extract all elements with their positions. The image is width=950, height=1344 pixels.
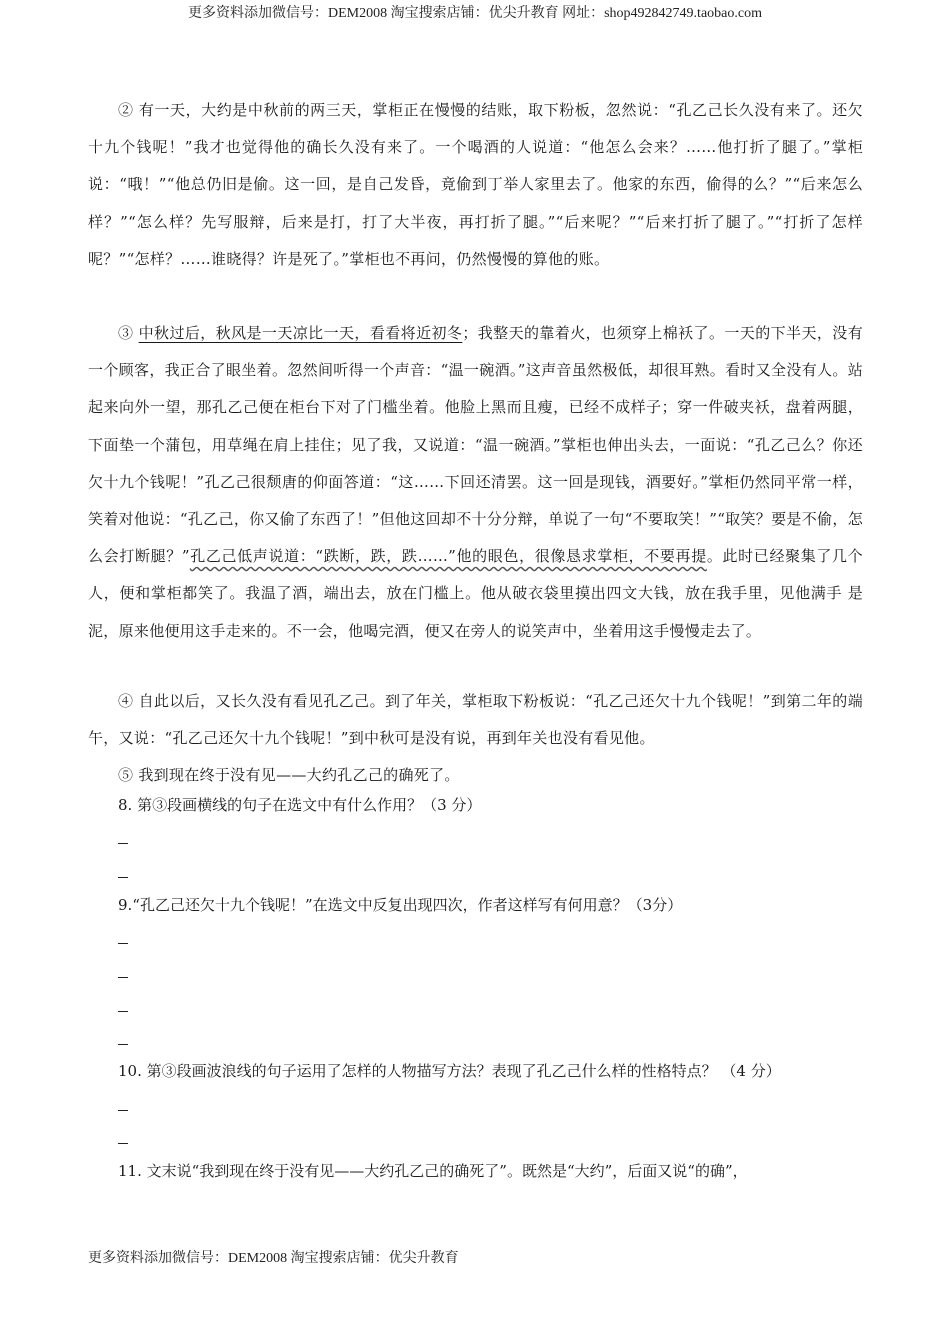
- paragraph-3-text-b: 。此时已经聚集了几个人，便和掌柜都笑了。我温了酒，端出去，放在门槛上。他从破衣袋里摸出四文大钱，放在我手里，见他满手 是泥，原来他便用这手走来的。不一会，他喝完酒，便又在旁人的说笑声中，坐着用这手慢慢走去了。: [88, 547, 863, 640]
- paragraph-3-number: ③: [118, 324, 139, 342]
- answer-line[interactable]: [118, 843, 128, 844]
- wavy-underlined-sentence: 孔乙己低声说道：“跌断，跌，跌……”他的眼色，很像恳求掌柜，不要再提: [189, 547, 707, 566]
- question-10: 10. 第③段画波浪线的句子运用了怎样的人物描写方法？表现了孔乙己什么样的性格特点？ （4 分）: [118, 1062, 781, 1080]
- answer-line[interactable]: [118, 1044, 128, 1045]
- paragraph-5: ⑤ 我到现在终于没有见——大约孔乙己的确死了。: [118, 766, 460, 784]
- answer-line[interactable]: [118, 1143, 128, 1144]
- answer-line[interactable]: [118, 943, 128, 944]
- paragraph-3-text-a: ；我整天的靠着火，也须穿上棉袄了。一天的下半天，没有一个顾客，我正合了眼坐着。忽然间听得一个声音：“温一碗酒。”这声音虽然极低，却很耳熟。看时又全没有人。站起来向外一望，那孔乙己便在柜台下对了门槛坐着。他脸上黑而且瘦，已经不成样子；穿一件破夹袄，盘着两腿，下面垫一个蒲包，用草绳在肩上挂住；见了我，又说道：“温一碗酒。”掌柜也伸出头去，一面说：“孔乙己么？你还欠十九个钱呢！”孔乙己很颓唐的仰面答道：“这……下回还清罢。这一回是现钱，酒要好。”掌柜仍然同平常一样，笑着对他说：“孔乙己，你又偷了东西了！”但他这回却不十分分辩，单说了一句“不要取笑！”“取笑？要是不偷，怎么会打断腿？”: [88, 324, 863, 566]
- answer-line[interactable]: [118, 1110, 128, 1111]
- question-11: 11. 文末说“我到现在终于没有见——大约孔乙己的确死了”。既然是“大约”，后面又说“的确”，: [118, 1162, 748, 1180]
- paragraph-4: ④ 自此以后，又长久没有看见孔乙己。到了年关，掌柜取下粉板说：“孔乙己还欠十九个钱呢！”到第二年的端午，又说：“孔乙己还欠十九个钱呢！”到中秋可是没有说，再到年关也没有看见他。: [88, 692, 863, 748]
- paragraph-2: ② 有一天，大约是中秋前的两三天，掌柜正在慢慢的结账，取下粉板，忽然说：“孔乙己长久没有来了。还欠十九个钱呢！”我才也觉得他的确长久没有来了。一个喝酒的人说道：“他怎么会来？……他打折了腿了。”掌柜说：“哦！”“他总仍旧是偷。这一回，是自己发昏，竟偷到丁举人家里去了。他家的东西，偷得的么？”“后来怎么样？”“怎么样？先写服辩，后来是打，打了大半夜，再打折了腿。”“后来呢？”“后来打折了腿了。”“打折了怎样呢？”“怎样？……谁晓得？许是死了。”掌柜也不再问，仍然慢慢的算他的账。: [88, 101, 863, 268]
- question-9: 9.“孔乙己还欠十九个钱呢！”在选文中反复出现四次，作者这样写有何用意？（3分）: [118, 896, 683, 914]
- page-header: 更多资料添加微信号：DEM2008 淘宝搜索店铺：优尖升教育 网址：shop492842749.taobao.com: [188, 6, 762, 21]
- paragraph-3: [88, 315, 863, 650]
- answer-line[interactable]: [118, 1011, 128, 1012]
- question-8: 8. 第③段画横线的句子在选文中有什么作用？（3 分）: [118, 796, 482, 814]
- page-footer: 更多资料添加微信号：DEM2008 淘宝搜索店铺：优尖升教育: [88, 1251, 459, 1266]
- underlined-sentence: 中秋过后，秋风是一天凉比一天，看看将近初冬: [138, 324, 463, 342]
- answer-line[interactable]: [118, 977, 128, 978]
- answer-line[interactable]: [118, 877, 128, 878]
